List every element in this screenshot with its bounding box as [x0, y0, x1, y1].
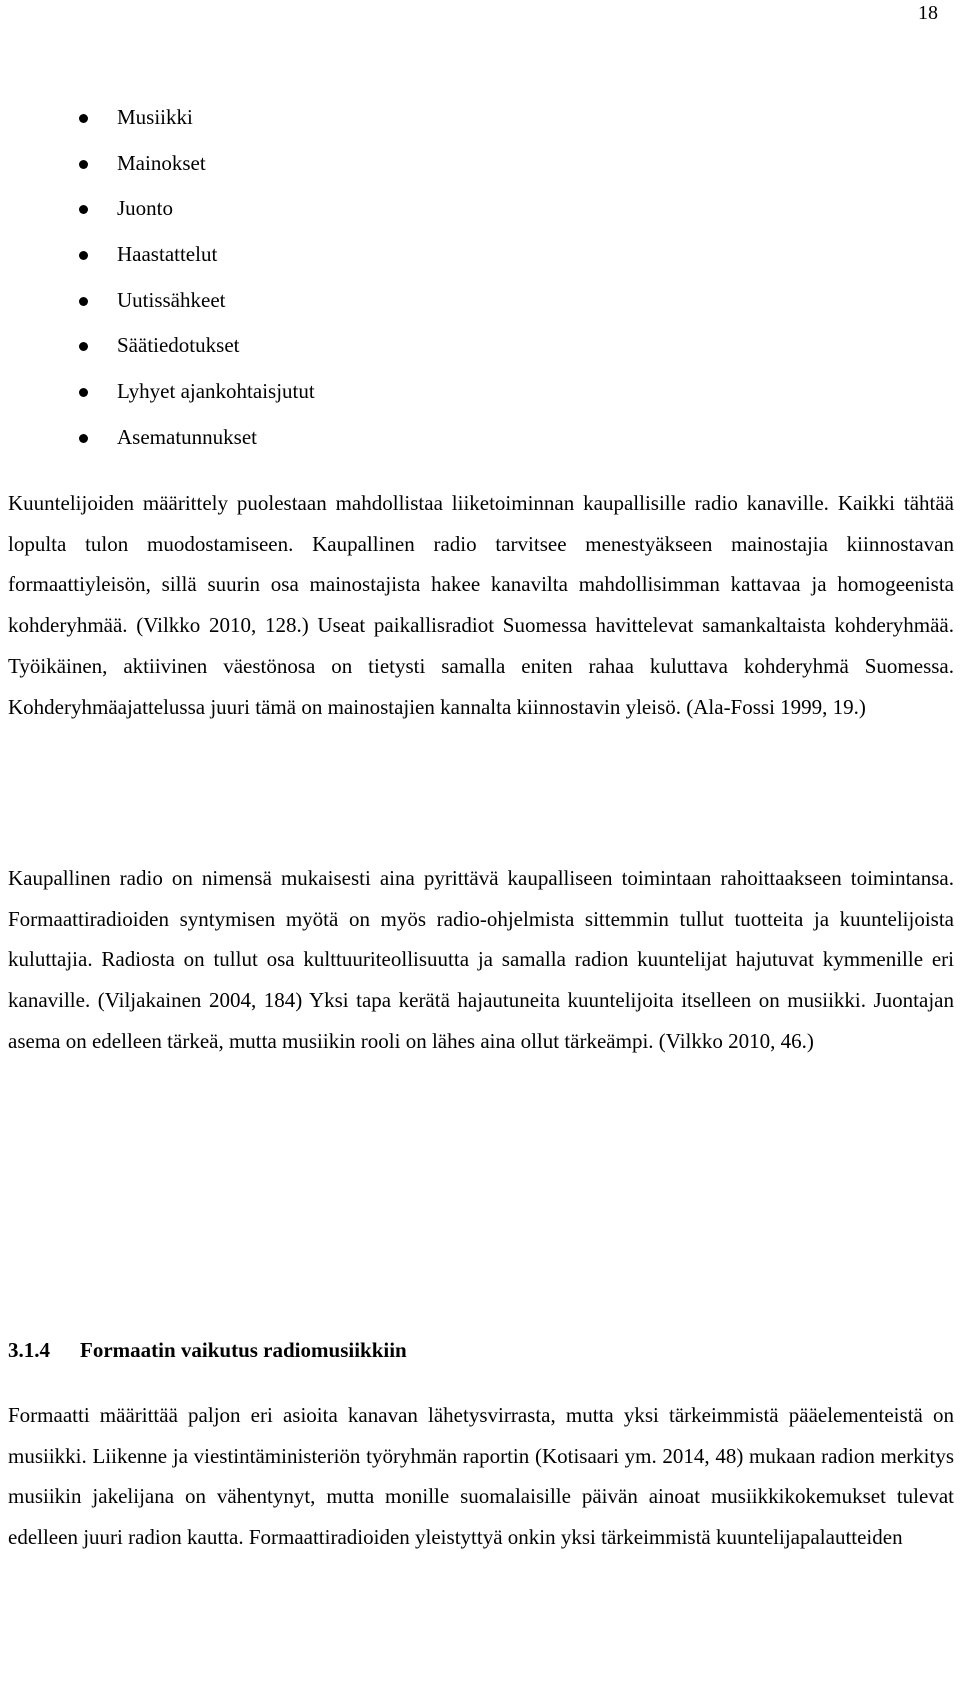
bullet-icon: [79, 205, 88, 214]
list-item-text: Uutissähkeet: [117, 287, 226, 312]
list-item-text: Mainokset: [117, 150, 206, 175]
list-item-text: Haastattelut: [117, 242, 218, 267]
list-item: [79, 141, 315, 187]
list-item: [79, 186, 315, 232]
section-heading: [8, 1336, 407, 1364]
section-title: Formaatin vaikutus radiomusiikkiin: [80, 1338, 407, 1362]
bullet-list: [79, 95, 315, 461]
list-item: [79, 323, 315, 369]
section-number: 3.1.4: [8, 1338, 50, 1362]
list-item-text: Asematunnukset: [117, 424, 257, 449]
list-item-text: Musiikki: [117, 105, 193, 129]
bullet-icon: [79, 251, 88, 260]
list-item-text: Säätiedotukset: [117, 333, 240, 358]
bullet-icon: [79, 388, 88, 397]
list-item-text: Lyhyet ajankohtaisjutut: [117, 379, 315, 404]
list-item: [79, 369, 315, 415]
bullet-icon: [79, 342, 88, 351]
list-item-text: Juonto: [117, 196, 174, 221]
bullet-icon: [79, 434, 88, 443]
bullet-icon: [79, 297, 88, 306]
page-number: 18: [918, 2, 938, 24]
list-item: [79, 278, 315, 324]
bullet-icon: [79, 160, 88, 169]
body-paragraph: Kaupallinen radio on nimensä mukaisesti aina pyrittävä kaupalliseen toimintaan rahoittaakseen toimintansa. Formaattiradioiden syntymisen myötä on myös radio-ohjelmista sittemmin tullut tuotteita ja kuuntelijoista kuluttajia. Radiosta on tullut osa kulttuuriteollisuutta ja samalla radion kuuntelijat hajutuvat kymmenille eri kanaville. (Viljakainen 2004, 184) Yksi tapa kerätä hajautuneita kuuntelijoita itselleen on musiikki. Juontajan asema on edelleen tärkeä, mutta musiikin rooli on lähes aina ollut tärkeämpi. (Vilkko 2010, 46.): [8, 866, 954, 1053]
list-item: [79, 95, 315, 141]
body-paragraph: Formaatti määrittää paljon eri asioita kanavan lähetysvirrasta, mutta yksi tärkeimmistä pääelementeistä on musiikki. Liikenne ja viestintäministeriön työryhmän raportin (Kotisaari ym. 2014, 48) mukaan radion merkitys musiikin jakelijana on vähentynyt, mutta monille suomalaisille päivän ainoat musiikkikokemukset tulevat edelleen juuri radion kautta. Formaattiradioiden yleistyttyä onkin yksi tärkeimmistä kuuntelijapalautteiden: [8, 1403, 954, 1550]
body-paragraph: Kuuntelijoiden määrittely puolestaan mahdollistaa liiketoiminnan kaupallisille radio kanaville. Kaikki tähtää lopulta tulon muodostamiseen. Kaupallinen radio tarvitsee menestyäkseen mainostajia kiinnostavan formaattiyleisön, sillä suurin osa mainostajista hakee kanavilta mahdollisimman kattavaa ja homogeenista kohderyhmää. (Vilkko 2010, 128.) Useat paikallisradiot Suomessa havittelevat samankaltaista kohderyhmää. Työikäinen, aktiivinen väestönosa on tietysti samalla eniten rahaa kuluttava kohderyhmä Suomessa. Kohderyhmäajattelussa juuri tämä on mainostajien kannalta kiinnostavin yleisö. (Ala-Fossi 1999, 19.): [8, 491, 954, 719]
list-item: [79, 232, 315, 278]
bullet-icon: [79, 114, 88, 123]
list-item: [79, 415, 315, 461]
